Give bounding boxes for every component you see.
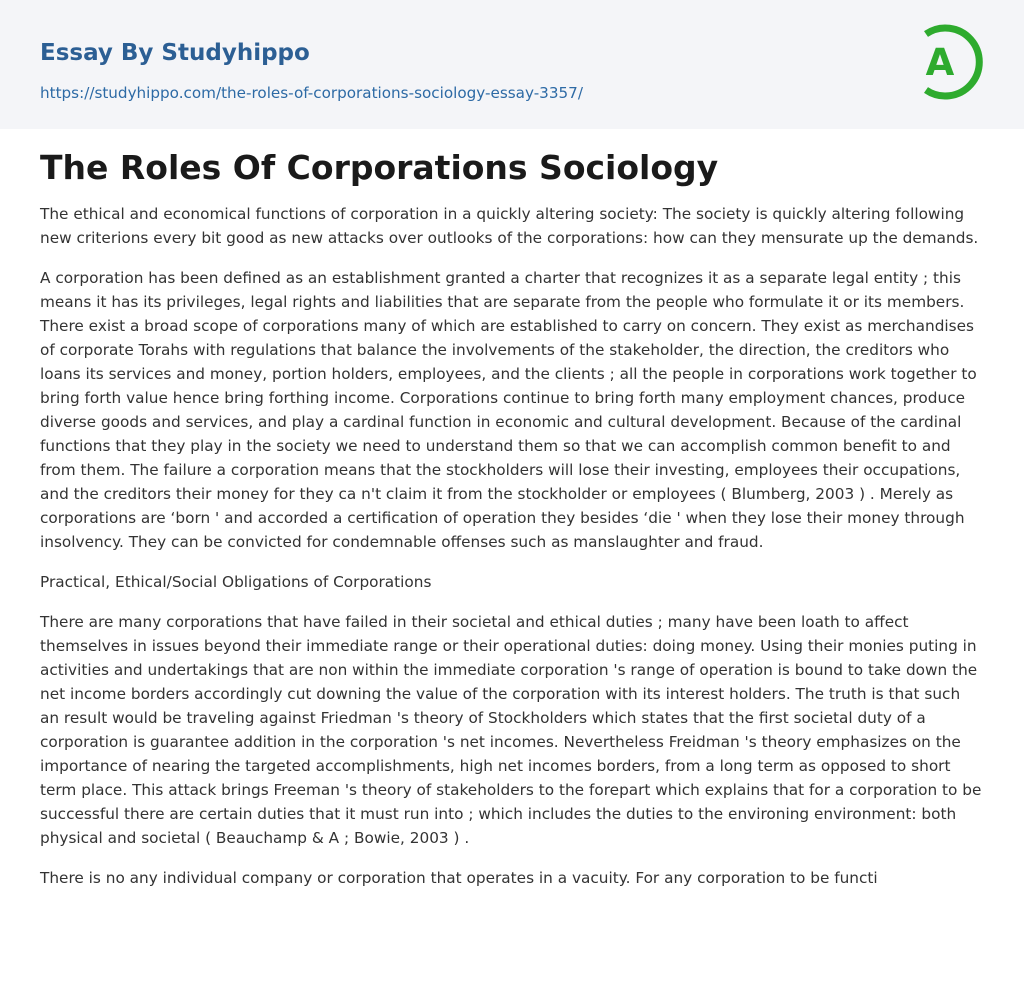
logo-letter: A xyxy=(925,41,955,84)
paragraph-intro: The ethical and economical functions of corporation in a quickly altering society: The society is quickly altering following new criterions every bit good as new attacks over outlooks of the corporations: how can they mensurate up the demands. xyxy=(40,205,979,247)
site-title[interactable]: Essay By Studyhippo xyxy=(40,40,310,66)
paragraph-definition: A corporation has been defined as an establishment granted a charter that recognizes it as a separate legal entity ; this means it has its privileges, legal rights and liabilities that are separate from the people who formulate it or its members. There exist a broad scope of corporations many of which are established to carry on concern. They exist as merchandises of corporate Torahs with regulations that balance the involvements of the stakeholder, the direction, the creditors who loans its services and money, portion holders, employees, and the clients ; all the people in corporations work together to bring forth value hence bring forthing income. Corporations continue to bring forth many employment chances, produce diverse goods and services, and play a cardinal function in economic and cultural development. Because of the cardinal functions that they play in the society we need to understand them so that we can accomplish common benefit to and from them. The failure a corporation means that the stockholders will lose their investing, employees their occupations, and the creditors their money for they ca n't claim it from the stockholder or employees ( Blumberg, 2003 ) . Merely as corporations are ‘born ' and accorded a certification of operation they besides ‘die ' when they lose their money through insolvency. They can be convicted for condemnable offenses such as manslaughter and fraud. xyxy=(40,269,977,551)
article xyxy=(40,146,984,890)
paragraph-obligations: There are many corporations that have failed in their societal and ethical duties ; many have been loath to affect themselves in issues beyond their immediate range or their operational duties: doing money. Using their monies puting in activities and undertakings that are non within the immediate corporation 's range of operation is bound to take down the net income borders accordingly cut downing the value of the corporation with its interest holders. The truth is that such an result would be traveling against Friedman 's theory of Stockholders which states that the first societal duty of a corporation is guarantee addition in the corporation 's net incomes. Nevertheless Freidman 's theory emphasizes on the importance of nearing the targeted accomplishments, high net incomes borders, from a long term as opposed to short term place. This attack brings Freeman 's theory of stakeholders to the forepart which explains that for a corporation to be successful there are certain duties that it must run into ; which includes the duties to the environing environment: both physical and societal ( Beauchamp & A ; Bowie, 2003 ) . xyxy=(40,613,982,847)
site-header xyxy=(0,0,1024,129)
studyhippo-logo[interactable] xyxy=(912,18,988,106)
paragraph-truncated: There is no any individual company or corporation that operates in a vacuity. For any corporation to be functi xyxy=(40,869,878,887)
page-url-link[interactable]: https://studyhippo.com/the-roles-of-corporations-sociology-essay-3357/ xyxy=(40,84,583,102)
section-heading: Practical, Ethical/Social Obligations of Corporations xyxy=(40,573,432,591)
page-title: The Roles Of Corporations Sociology xyxy=(40,148,719,187)
